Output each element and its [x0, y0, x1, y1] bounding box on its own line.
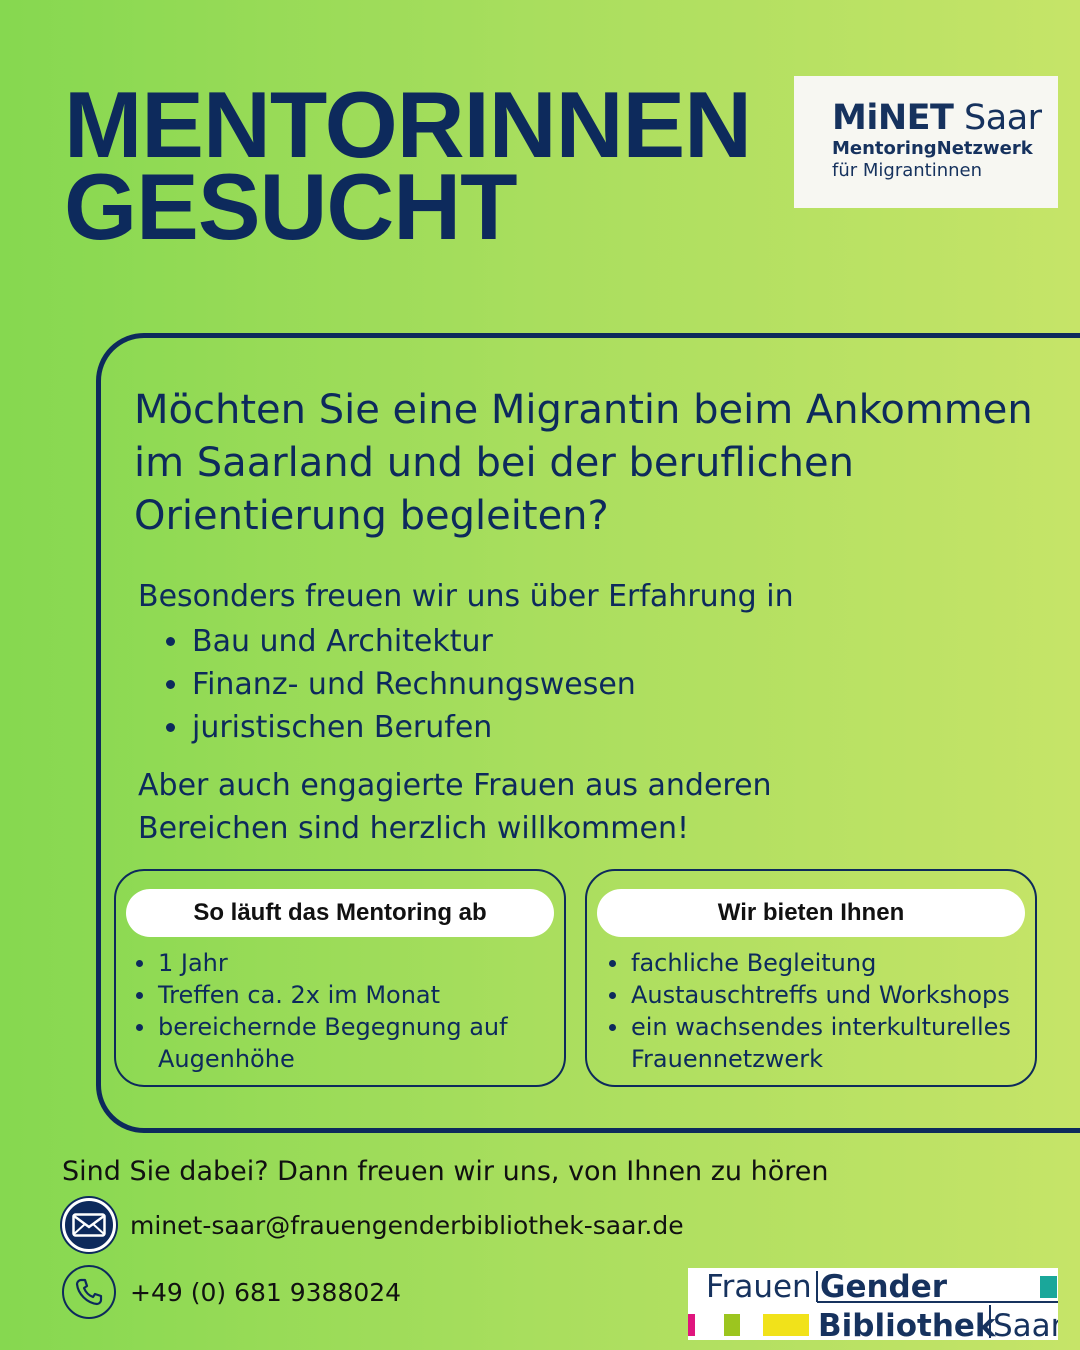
- list-item: [134, 1011, 508, 1075]
- mentoring-info-box: [114, 869, 566, 1087]
- item-label-line-1: bereichernde Begegnung auf: [158, 1013, 508, 1041]
- main-question: Möchten Sie eine Migrantin beim Ankommen im Saarland und bei der beruflichen Orientierung begleiten?: [134, 387, 1033, 539]
- item-label: fachliche Begleitung: [631, 949, 877, 977]
- headline: [64, 72, 752, 259]
- welcome-line-2: Bereichen sind herzlich willkommen!: [138, 811, 689, 846]
- phone-number[interactable]: +49 (0) 681 9388024: [130, 1277, 402, 1307]
- item-label-line-1: ein wachsendes interkulturelles: [631, 1013, 1011, 1041]
- offer-box-title: Wir bieten Ihnen: [597, 889, 1025, 937]
- item-label: Austauschtreffs und Workshops: [631, 981, 1010, 1009]
- offer-item-list: [607, 947, 1011, 1075]
- list-item: [160, 663, 636, 706]
- fgb-word-saar: Saar: [993, 1308, 1058, 1340]
- headline-line-2: GESUCHT: [64, 154, 517, 259]
- minet-logo-name-rest: Saar: [953, 98, 1042, 138]
- bullet-icon: [607, 947, 631, 979]
- email-contact[interactable]: [62, 1198, 684, 1252]
- phone-icon: [62, 1265, 116, 1319]
- headline-line-1: MENTORINNEN: [64, 72, 752, 177]
- fgb-word-bibliothek: Bibliothek: [818, 1308, 996, 1340]
- fgb-word-gender: Gender: [820, 1269, 948, 1305]
- bullet-icon: [607, 979, 631, 1011]
- minet-logo-name-bold: MiNET: [832, 98, 954, 138]
- mentoring-item-list: [134, 947, 508, 1075]
- experience-field-list: [160, 620, 636, 749]
- minet-logo-sub-2: für Migrantinnen: [832, 160, 983, 181]
- call-to-action: Sind Sie dabei? Dann freuen wir uns, von Ihnen zu hören: [62, 1156, 829, 1187]
- field-label: Bau und Architektur: [192, 624, 493, 659]
- list-item: [134, 947, 508, 979]
- bullet-icon: [166, 680, 175, 689]
- email-address[interactable]: minet-saar@frauengenderbibliothek-saar.de: [130, 1210, 684, 1240]
- bullet-icon: [166, 723, 175, 732]
- minet-logo-sub-1: [832, 138, 1058, 160]
- phone-contact[interactable]: [62, 1265, 401, 1319]
- list-item: [607, 947, 1011, 979]
- item-label: 1 Jahr: [158, 949, 228, 977]
- bullet-icon: [607, 1011, 631, 1075]
- list-item: [607, 1011, 1011, 1075]
- offer-info-box: [585, 869, 1037, 1087]
- list-item: [160, 706, 636, 749]
- field-label: juristischen Berufen: [192, 710, 493, 745]
- field-label: Finanz- und Rechnungswesen: [192, 667, 636, 702]
- list-item: [134, 979, 508, 1011]
- item-label: [631, 1011, 1011, 1075]
- item-label: Treffen ca. 2x im Monat: [158, 981, 441, 1009]
- list-item: [160, 620, 636, 663]
- minet-saar-logo: [794, 76, 1058, 208]
- minet-logo-sub-bold: MentoringNetzwerk: [832, 138, 1033, 159]
- welcome-line-1: Aber auch engagierte Frauen aus anderen: [138, 768, 772, 803]
- envelope-icon: [62, 1198, 116, 1252]
- item-label-line-2: Frauennetzwerk: [631, 1045, 823, 1073]
- experience-intro: Besonders freuen wir uns über Erfahrung in: [138, 579, 794, 614]
- item-label: [158, 1011, 508, 1075]
- fgb-word-frauen: Frauen: [706, 1269, 812, 1305]
- mentoring-box-title: So läuft das Mentoring ab: [126, 889, 554, 937]
- item-label-line-2: Augenhöhe: [158, 1045, 295, 1073]
- bullet-icon: [134, 1011, 158, 1075]
- frauengenderbibliothek-logo: [688, 1268, 1058, 1340]
- list-item: [607, 979, 1011, 1011]
- bullet-icon: [166, 637, 175, 646]
- bullet-icon: [134, 947, 158, 979]
- minet-logo-name: [832, 98, 1058, 138]
- bullet-icon: [134, 979, 158, 1011]
- welcome-text: [138, 764, 772, 850]
